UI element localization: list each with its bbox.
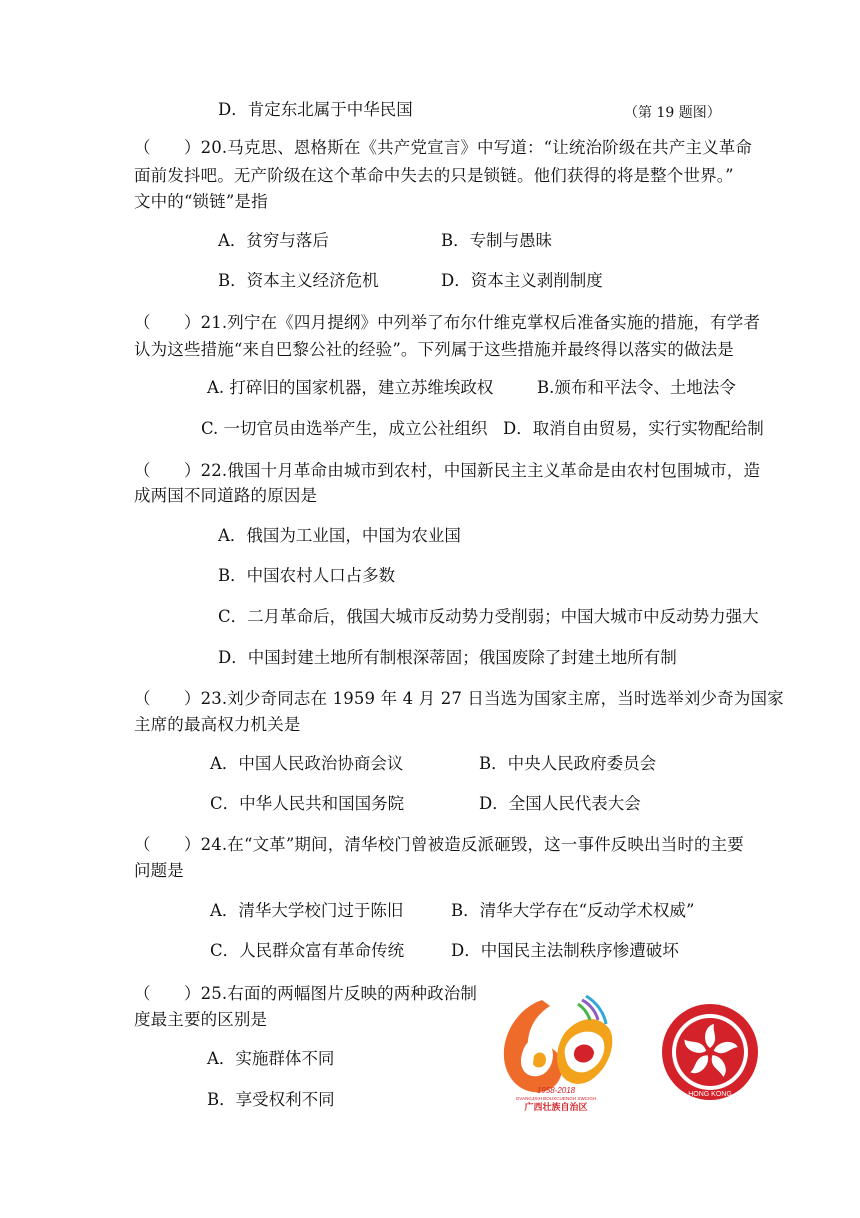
logo-years: 1958-2018	[536, 1086, 576, 1095]
q25-stem-line1: （ ）25.右面的两幅图片反映的两种政治制	[134, 984, 478, 1003]
guangxi-60th-anniversary-logo	[498, 994, 614, 1112]
q20-option-d: D．资本主义剥削制度	[441, 271, 603, 290]
q24-option-a: A．清华大学校门过于陈旧	[210, 901, 404, 920]
q22-option-a: A．俄国为工业国，中国为农业国	[218, 526, 461, 545]
q21-option-d: D．取消自由贸易，实行实物配给制	[503, 419, 764, 438]
q24-option-d: D．中国民主法制秩序惨遭破坏	[451, 941, 679, 960]
q24-option-b: B．清华大学存在“反动学术权威”	[451, 901, 695, 920]
q21-option-c: C. 一切官员由选举产生，成立公社组织	[201, 419, 488, 438]
q23-option-b: B．中央人民政府委员会	[479, 754, 657, 773]
q25-stem-line2: 度最主要的区别是	[134, 1010, 268, 1029]
q21-option-a: A. 打碎旧的国家机器，建立苏维埃政权	[207, 378, 494, 397]
hong-kong-emblem	[660, 1002, 760, 1102]
q20-stem-line1: （ ）20.马克思、恩格斯在《共产党宣言》中写道：“让统治阶级在共产主义革命	[134, 138, 753, 157]
q23-option-c: C．中华人民共和国国务院	[210, 794, 405, 813]
q21-stem-line1: （ ）21.列宁在《四月提纲》中列举了布尔什维克掌权后准备实施的措施，有学者	[134, 313, 761, 332]
q21-option-b: B.颁布和平法令、土地法令	[537, 378, 736, 397]
logo-roman-text: GVANGJSIH BOUXCUENGH SWCIGH	[515, 1096, 597, 1101]
q24-stem-line1: （ ）24.在“文革”期间，清华校门曾被造反派砸毁，这一事件反映出当时的主要	[134, 835, 744, 854]
q23-option-a: A．中国人民政治协商会议	[210, 754, 404, 773]
figure-caption-q19: （第 19 题图）	[624, 105, 721, 121]
q20-option-b: B．专制与愚昧	[441, 231, 553, 250]
q20-option-a: A．贫穷与落后	[218, 231, 329, 250]
q23-stem-line1: （ ）23.刘少奇同志在 1959 年 4 月 27 日当选为国家主席，当时选举刘少奇为国家	[134, 689, 784, 708]
q20-stem-line3: 文中的“锁链”是指	[134, 192, 268, 211]
q22-stem-line2: 成两国不同道路的原因是	[134, 486, 318, 505]
q24-stem-line2: 问题是	[134, 861, 184, 880]
q25-option-a: A．实施群体不同	[207, 1049, 335, 1068]
q22-option-c: C．二月革命后，俄国大城市反动势力受削弱；中国大城市中反动势力强大	[218, 607, 759, 626]
q22-option-d: D．中国封建土地所有制根深蒂固；俄国废除了封建土地所有制	[218, 648, 677, 667]
q21-stem-line2: 认为这些措施“来自巴黎公社的经验”。下列属于这些措施并最终得以落实的做法是	[134, 340, 734, 359]
q23-stem-line2: 主席的最高权力机关是	[134, 715, 301, 734]
emblem-text: HONG KONG	[688, 1091, 732, 1098]
q23-option-d: D．全国人民代表大会	[479, 794, 641, 813]
q22-option-b: B．中国农村人口占多数	[218, 566, 396, 585]
q22-stem-line1: （ ）22.俄国十月革命由城市到农村，中国新民主主义革命是由农村包围城市，造	[134, 461, 761, 480]
q24-option-c: C．人民群众富有革命传统	[210, 941, 405, 960]
q25-option-b: B．享受权利不同	[207, 1090, 335, 1109]
q20-stem-line2: 面前发抖吧。无产阶级在这个革命中失去的只是锁链。他们获得的将是整个世界。”	[134, 166, 734, 185]
logo-chinese-text: 广西壮族自治区	[524, 1103, 588, 1112]
q19-option-d: D．肯定东北属于中华民国	[218, 100, 413, 119]
q20-option-c: B．资本主义经济危机	[218, 271, 379, 290]
